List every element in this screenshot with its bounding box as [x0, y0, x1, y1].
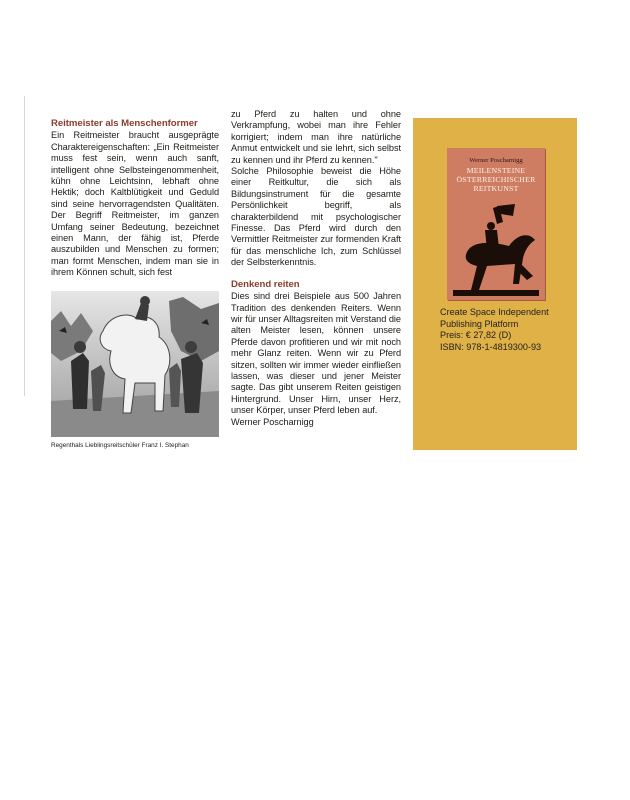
book-title-line-2: ÖSTERREICHISCHER [456, 175, 536, 185]
section-paragraph-reitmeister: Ein Reitmeister braucht ausgeprägte Charaktereigenschaften: „Ein Reitmeister muss fest sein, wenn auch sanft, intelligent ohne Selbsteingenommenheit, kühn ohne Leichtsinn, lebhaft ohne Hektik; doch Kaltblütigkeit und Geduld sind seine hervorragendsten Qualitäten. Der Begriff Reitmeister, im ganzen Umfang seiner Bedeutung, bezeichnet einen Mann, der fähig ist, Pferde auszubilden und Menschen zu formen; man formt Menschen, indem man sie in ihrem Können schult, sich fest [51, 130, 219, 278]
publisher-line-2: Publishing Platform [440, 318, 519, 329]
book-author: Werner Poscharnigg [469, 157, 523, 164]
book-price: Preis: € 27,82 (D) [440, 330, 512, 341]
engraving-illustration [51, 291, 219, 437]
quote-continuation: zu Pferd zu halten und ohne Verkrampfung, wobei man ihre Fehler korrigiert; indem man ihre natürliche Anmut entwickelt und sie lehrt, sich selbst zu kennen und ihr Pferd zu kennen." [231, 109, 401, 165]
section-heading-reitmeister: Reitmeister als Menschenformer [51, 118, 198, 129]
page-edge-line [24, 96, 25, 396]
article-author: Werner Poscharnigg [231, 416, 314, 427]
philosophy-paragraph: Solche Philosophie beweist die Höhe einer Reitkultur, die sich als Bildungsinstrument für die gesamte Persönlichkeit begriff, als charakterbildend mit psychologischer Finesse. Das Pferd wird durch den Vermittler Reitmeister zur formenden Kraft für das menschliche Ich, zum Schlüssel der Selbsterkenntnis. [231, 166, 401, 268]
article-column-left [51, 118, 219, 279]
book-cover [447, 148, 545, 300]
section-paragraph-denkend-reiten: Dies sind drei Beispiele aus 500 Jahren Tradition des denkenden Reiters. Wenn wir für unser Alltagsreiten mit Verstand die alten Meister lesen, können unsere Pferde davon profitieren und wir mit noch mehr Glanz reiten. Wenn wir zu Pferd sitzen, sollten wir immer wieder einfließen lassen, was dieser und jener Meister sagte. Das gibt unserem Reiten geistigen Hintergrund. Unser Hirn, unser Herz, unser Körper, unser Pferd leben auf. [231, 291, 401, 416]
book-title-line-1: MEILENSTEINE [466, 166, 526, 175]
historical-engraving-image [51, 291, 219, 437]
figure-caption: Regenthals Lieblingsreitschüler Franz I. Stephan [51, 442, 189, 449]
rider-statue-illustration [453, 204, 539, 296]
publisher-line-1: Create Space Independent [440, 307, 549, 317]
book-sidebar [413, 118, 577, 450]
article-column-right [231, 109, 401, 428]
book-title [449, 166, 543, 194]
book-title-line-3: REITKUNST [473, 184, 519, 194]
section-heading-denkend-reiten: Denkend reiten [231, 278, 300, 290]
book-isbn: ISBN: 978-1-4819300-93 [440, 341, 542, 352]
book-info [440, 307, 574, 353]
